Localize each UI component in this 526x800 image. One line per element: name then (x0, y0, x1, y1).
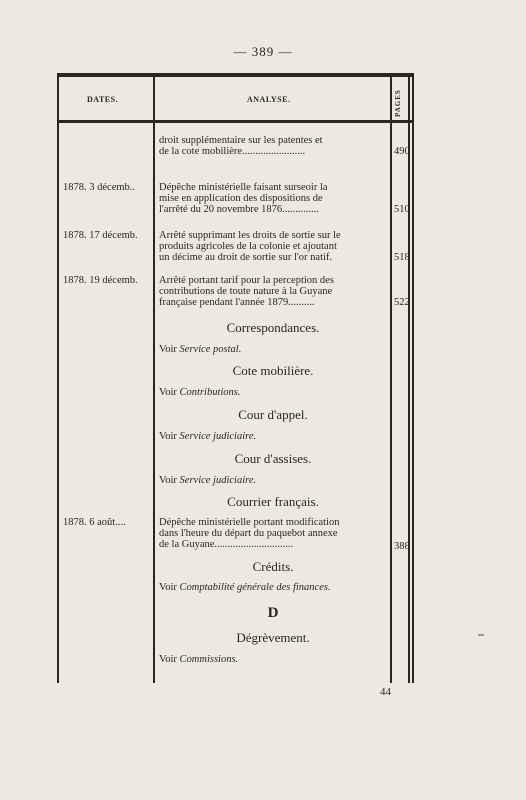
header-pages: PAGES (394, 89, 402, 117)
entry-date: 1878. 6 août.... (63, 517, 126, 528)
analysis-line: Arrêté portant tarif pour la perception des (159, 275, 334, 286)
see-reference (159, 387, 389, 398)
page-number: — 389 — (233, 44, 293, 59)
see-target: Comptabilité générale des finances. (179, 582, 331, 593)
see-target: Contributions. (179, 387, 241, 398)
see-prefix: Voir (159, 344, 177, 355)
see-target: Service judiciaire. (179, 431, 257, 442)
table-left-border (57, 73, 59, 683)
analysis-line: droit supplémentaire sur les patentes et (159, 135, 323, 146)
index-table (57, 73, 414, 683)
entry-date: 1878. 17 décemb. (63, 230, 138, 241)
letter-heading: D (267, 605, 279, 621)
entry-analysis (159, 135, 387, 157)
entry-page: 510 (394, 204, 410, 215)
section-heading: Dégrèvement. (236, 630, 310, 645)
analysis-line: de la Guyane.............................. (159, 539, 294, 550)
section-heading: Correspondances. (226, 320, 320, 335)
analysis-line: dans l'heure du départ du paquebot annexe (159, 528, 338, 539)
print-speck (478, 634, 484, 636)
see-target: Commissions. (179, 654, 239, 665)
analysis-line: française pendant l'année 1879.......... (159, 297, 315, 308)
analysis-line: mise en application des dispositions de (159, 193, 323, 204)
entry-analysis (159, 275, 387, 308)
section-heading: Cour d'appel. (238, 407, 308, 422)
analysis-line: un décime au droit de sortie sur l'or natif. (159, 252, 333, 263)
entry-analysis (159, 182, 387, 215)
see-prefix: Voir (159, 582, 177, 593)
table-right-border-outer (412, 73, 414, 683)
see-prefix: Voir (159, 654, 177, 665)
see-reference (159, 475, 389, 486)
entry-page: 388 (394, 541, 410, 552)
table-right-border (408, 73, 410, 683)
entry-date: 1878. 3 décemb.. (63, 182, 136, 193)
see-prefix: Voir (159, 387, 177, 398)
analysis-line: l'arrêté du 20 novembre 1876.............. (159, 204, 319, 215)
entry-page: 490 (394, 146, 410, 157)
see-reference (159, 431, 389, 442)
entry-analysis (159, 230, 387, 263)
section-heading: Crédits. (252, 559, 294, 574)
see-prefix: Voir (159, 431, 177, 442)
analysis-line: Dépêche ministérielle faisant surseoir la (159, 182, 328, 193)
see-reference (159, 344, 389, 355)
see-target: Service postal. (179, 344, 242, 355)
see-prefix: Voir (159, 475, 177, 486)
section-heading: Courrier français. (227, 494, 319, 509)
entry-analysis (159, 517, 387, 550)
analysis-line: Arrêté supprimant les droits de sortie sur le (159, 230, 341, 241)
section-heading: Cote mobilière. (232, 363, 314, 378)
see-target: Service judiciaire. (179, 475, 257, 486)
analysis-line: Dépêche ministérielle portant modification (159, 517, 340, 528)
signature-mark: 44 (380, 686, 391, 698)
analysis-line: contributions de toute nature à la Guyane (159, 286, 333, 297)
header-analyse: ANALYSE. (247, 95, 291, 104)
see-reference (159, 654, 389, 665)
analysis-line: de la cote mobilière........................ (159, 146, 306, 157)
header-dates: DATES. (87, 95, 119, 104)
entry-page: 522 (394, 297, 410, 308)
analysis-line: produits agricoles de la colonie et ajoutant (159, 241, 337, 252)
entry-page: 518 (394, 252, 410, 263)
section-heading: Cour d'assises. (234, 451, 312, 466)
see-reference (159, 582, 389, 593)
entry-date: 1878. 19 décemb. (63, 275, 138, 286)
header-bottom-rule (57, 120, 414, 123)
table-top-rule (57, 73, 414, 77)
